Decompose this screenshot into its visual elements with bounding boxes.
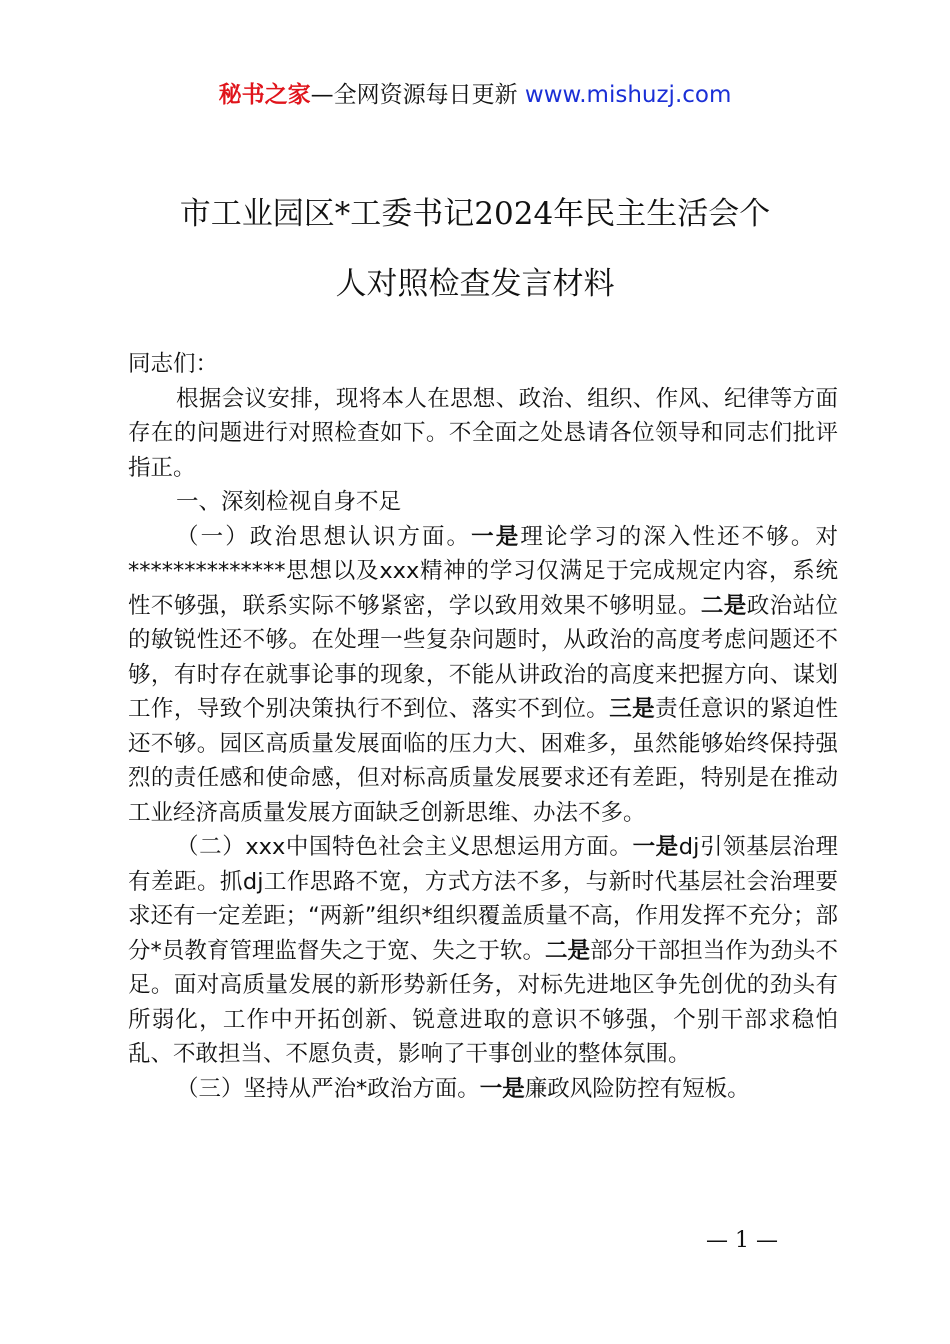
point-text: dj引领基层治理有差距。抓dj工作思路不宽，方式方法不多，与新时代基层社会治理要求还有一定差距；“两新”组织*组织覆盖质量不高，作用发挥不充分；部分*员教育管理监督失之于宽、失之于软。 <box>128 834 838 964</box>
point-marker: 一是 <box>471 523 521 550</box>
site-header <box>0 78 950 112</box>
paragraph-theory-application <box>128 830 838 1072</box>
header-tagline: —全网资源每日更新 <box>310 82 525 108</box>
site-url[interactable]: www.mishuzj.com <box>524 82 732 108</box>
point-marker: 三是 <box>609 696 656 722</box>
point-text: 部分干部担当作为劲头不足。面对高质量发展的新形势新任务，对标先进地区争先创优的劲头有所弱化，工作中开拓创新、锐意进取的意识不够强，个别干部求稳怕乱、不敢担当、不愿负责，影响了干事创业的整体氛围。 <box>128 937 838 1067</box>
page-number: — 1 — <box>706 1228 778 1253</box>
paragraph-strict-governance <box>128 1072 838 1107</box>
point-text: 理论学习的深入性还不够。对**************思想以及xxx精神的学习仅满足于完成规定内容，系统性不够强，联系实际不够紧密，学以致用效果不够明显。 <box>128 523 838 619</box>
point-text: 责任意识的紧迫性还不够。园区高质量发展面临的压力大、困难多，虽然能够始终保持强烈的责任感和使命感，但对标高质量发展要求还有差距，特别是在推动工业经济高质量发展方面缺乏创新思维、办法不多。 <box>128 696 838 826</box>
point-marker: 二是 <box>545 937 591 964</box>
paragraph-lead: （一）政治思想认识方面。 <box>176 523 472 550</box>
section-heading: 一、深刻检视自身不足 <box>176 489 402 515</box>
intro-paragraph: 根据会议安排，现将本人在思想、政治、组织、作风、纪律等方面存在的问题进行对照检查如下。不全面之处恳请各位领导和同志们批评指正。 <box>128 385 838 481</box>
brand-name: 秘书之家 <box>218 82 311 108</box>
point-text: 廉政风险防控有短板。 <box>524 1075 750 1102</box>
salutation: 同志们： <box>128 351 219 377</box>
point-marker: 二是 <box>700 592 747 619</box>
point-marker: 一是 <box>479 1075 525 1102</box>
paragraph-lead: （三）坚持从严治*政治方面。 <box>176 1075 480 1102</box>
document-title-line-2: 人对照检查发言材料 <box>335 266 615 302</box>
document-title-line-1: 市工业园区*工委书记2024年民主生活会个 <box>179 196 771 232</box>
document-body <box>128 347 838 1106</box>
paragraph-lead: （二）xxx中国特色社会主义思想运用方面。 <box>176 834 633 860</box>
point-text: 政治站位的敏锐性还不够。在处理一些复杂问题时，从政治的高度考虑问题还不够，有时存在就事论事的现象，不能从讲政治的高度来把握方向、谋划工作，导致个别决策执行不到位、落实不到位。 <box>128 592 838 722</box>
paragraph-political-thought <box>128 520 838 831</box>
point-marker: 一是 <box>632 834 679 860</box>
